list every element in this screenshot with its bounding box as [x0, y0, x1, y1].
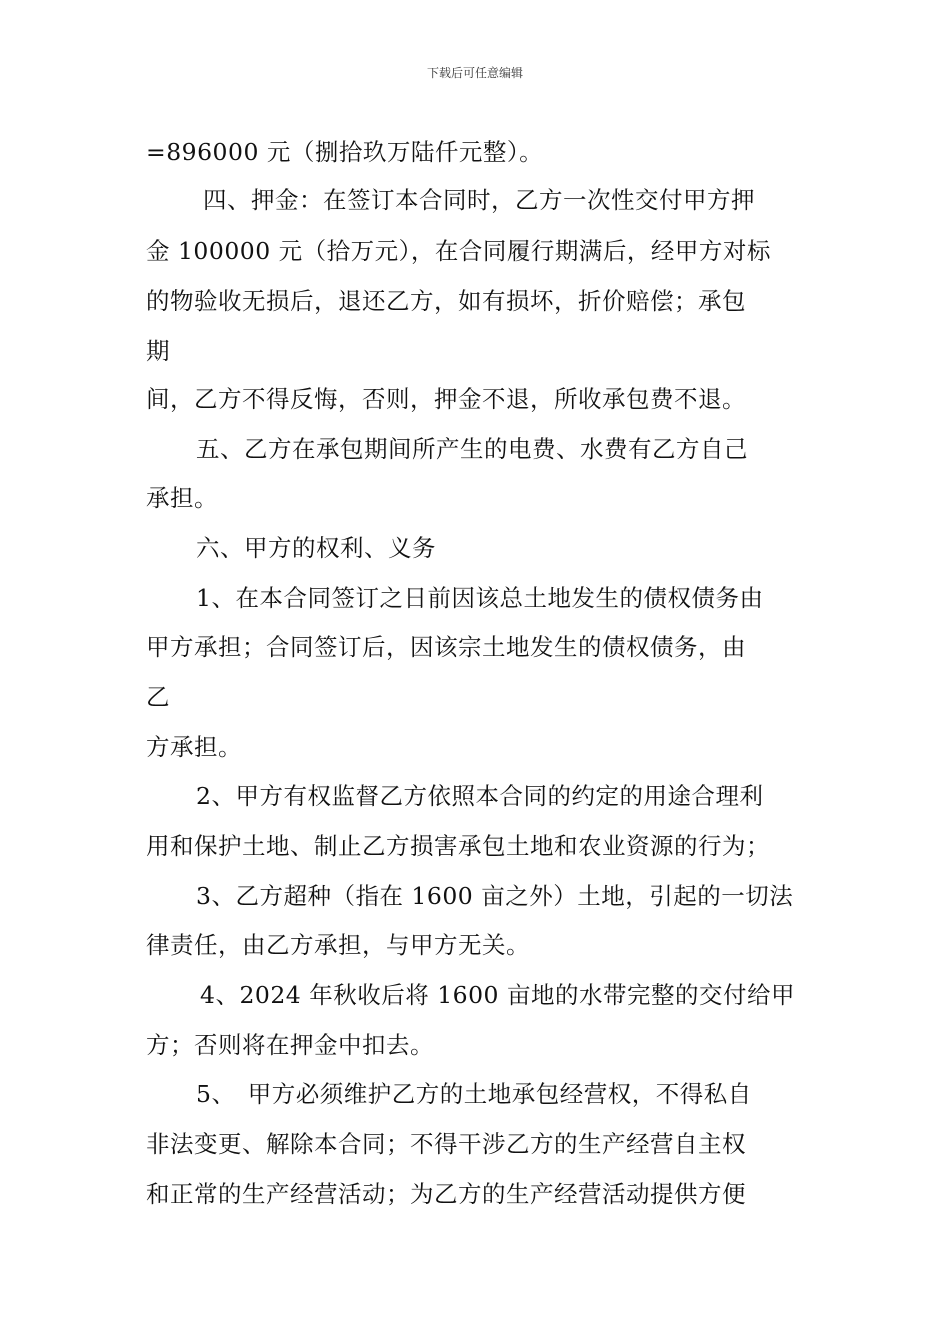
text-line: =896000 元（捌拾玖万陆仟元整）。	[146, 138, 544, 166]
text-line: 2、甲方有权监督乙方依照本合同的约定的用途合理利	[196, 782, 764, 810]
text-line: 五、乙方在承包期间所产生的电费、水费有乙方自己	[196, 435, 748, 463]
text-line: 1、在本合同签订之日前因该总土地发生的债权债务由	[196, 584, 764, 612]
text-line: 非法变更、解除本合同；不得干涉乙方的生产经营自主权	[146, 1130, 746, 1158]
text-line: 乙	[146, 683, 170, 711]
text-line: 3、乙方超种（指在 1600 亩之外）土地，引起的一切法	[196, 882, 794, 910]
text-line: 六、甲方的权利、义务	[196, 534, 436, 562]
text-line: 和正常的生产经营活动；为乙方的生产经营活动提供方便	[146, 1180, 746, 1208]
page-header-note: 下载后可任意编辑	[426, 66, 523, 80]
text-line: 5、 甲方必须维护乙方的土地承包经营权，不得私自	[196, 1080, 752, 1108]
text-line: 4、2024 年秋收后将 1600 亩地的水带完整的交付给甲	[200, 981, 795, 1009]
text-line: 四、押金：在签订本合同时，乙方一次性交付甲方押	[203, 186, 755, 214]
text-line: 方承担。	[146, 733, 242, 761]
text-line: 的物验收无损后，退还乙方，如有损坏，折价赔偿；承包	[146, 287, 746, 315]
text-line: 承担。	[146, 484, 218, 512]
text-line: 方；否则将在押金中扣去。	[146, 1031, 434, 1059]
text-line: 律责任，由乙方承担，与甲方无关。	[146, 931, 530, 959]
text-line: 间，乙方不得反悔，否则，押金不退，所收承包费不退。	[146, 385, 746, 413]
text-line: 金 100000 元（拾万元），在合同履行期满后，经甲方对标	[146, 237, 771, 265]
text-line: 期	[146, 337, 170, 365]
text-line: 用和保护土地、制止乙方损害承包土地和农业资源的行为；	[146, 832, 770, 860]
text-line: 甲方承担；合同签订后，因该宗土地发生的债权债务，由	[146, 633, 746, 661]
